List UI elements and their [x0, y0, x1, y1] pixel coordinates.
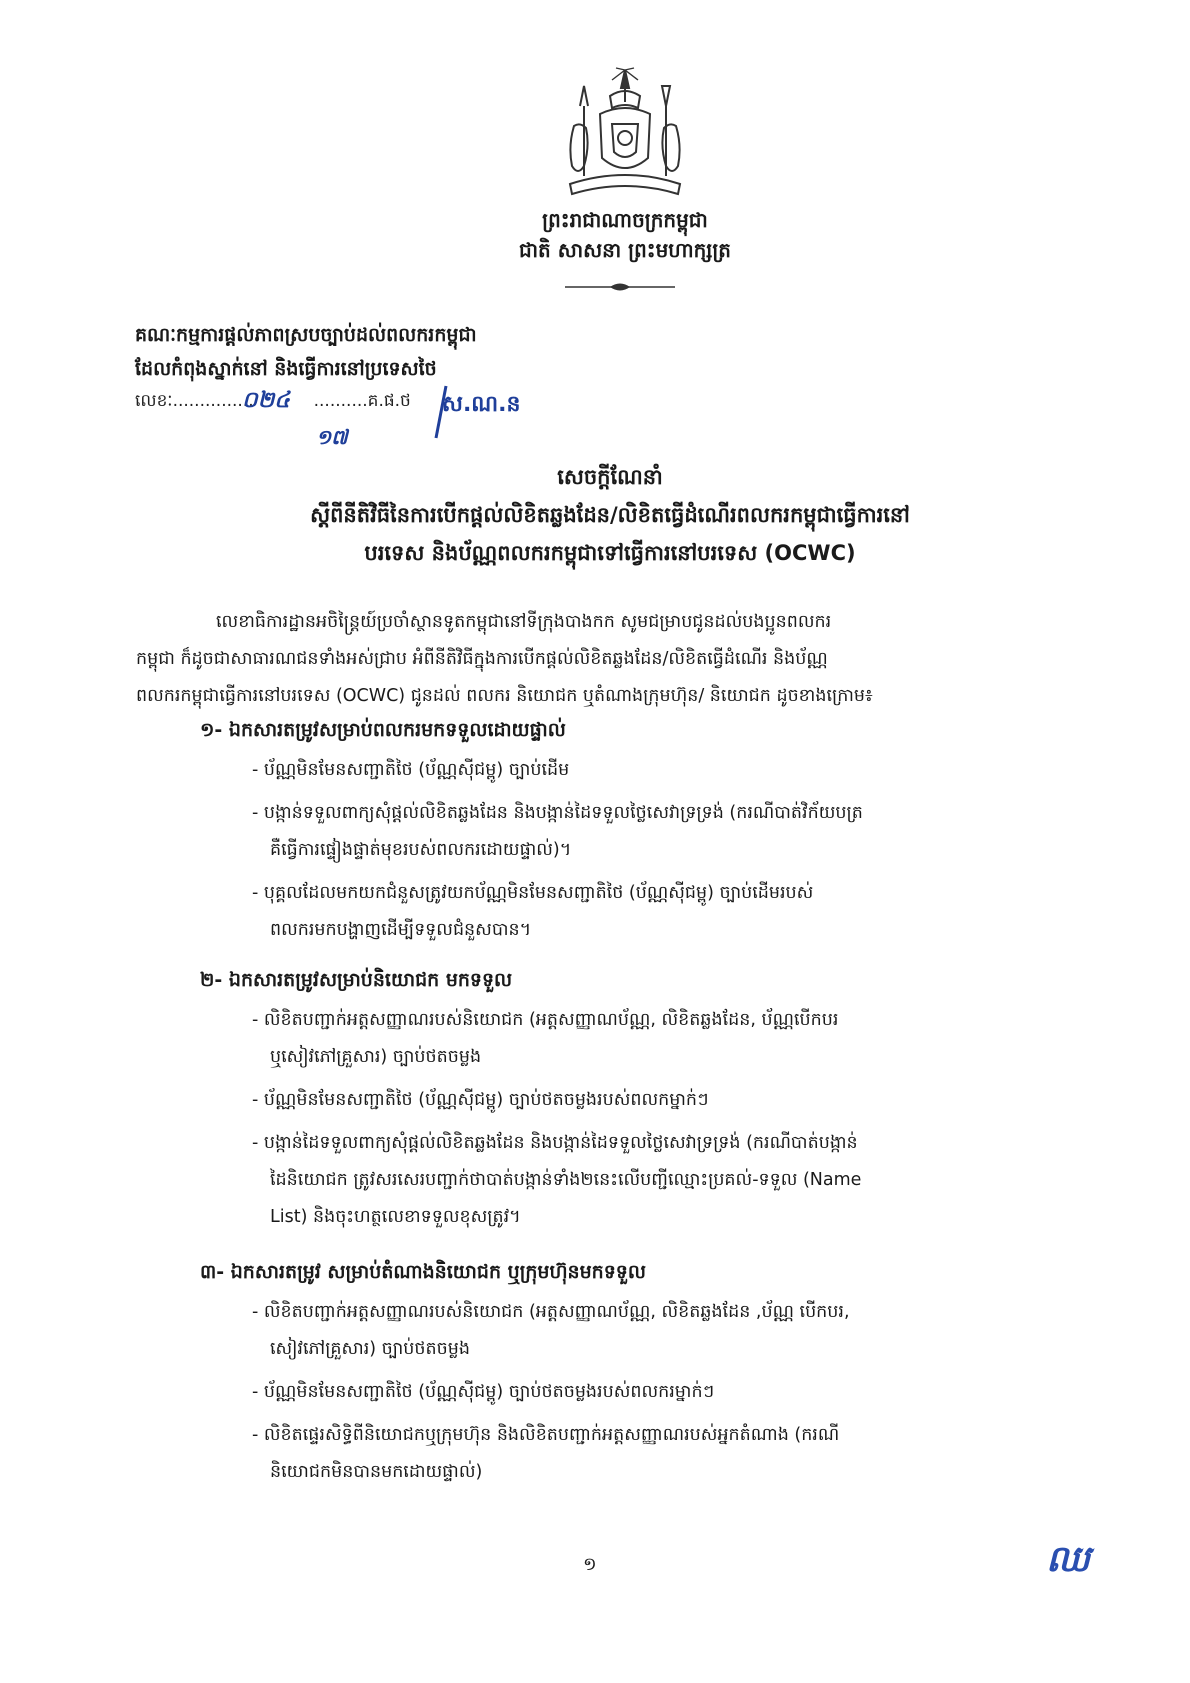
national-motto: ជាតិ សាសនា ព្រះមហាក្សត្រ	[519, 238, 731, 262]
list-item	[252, 1082, 1082, 1119]
issuer-line-1: គណៈកម្មការផ្ដល់ភាពស្របច្បាប់ដល់ពលករកម្ពុជា	[135, 324, 477, 346]
royal-arms-icon	[560, 66, 690, 201]
reference-dots-2: ..........	[313, 391, 368, 411]
title-line-2: ស្ដីពីនីតិវិធីនៃការបើកផ្ដល់លិខិតឆ្លងដែន/លិខិតធ្វើដំណើរពលករកម្ពុជាធ្វើការនៅ	[310, 503, 910, 527]
reference-suffix-handwritten: ស.ណ.ន	[442, 392, 521, 417]
list-item-line: - លិខិតផ្ទេរសិទ្ធិពីនិយោជកឬក្រុមហ៊ុន និងលិខិតបញ្ជាក់អត្តសញ្ញាណរបស់អ្នកតំណាង (ករណី	[252, 1425, 840, 1445]
list-item-line: ឬសៀវភៅគ្រួសារ) ច្បាប់ថតចម្លង	[270, 1047, 482, 1067]
reference-date-handwritten: ១៧	[316, 425, 348, 449]
list-item	[252, 1002, 1082, 1076]
list-item-line: សៀវភៅគ្រួសារ) ច្បាប់ថតចម្លង	[270, 1339, 470, 1359]
list-item-line: - បង្កាន់ដៃទទួលពាក្យសុំផ្ដល់លិខិតឆ្លងដែន និងបង្កាន់ដៃទទួលថ្លៃសេវាទ្រទ្រង់ (ករណីបាត់បង្កាន់	[252, 1133, 858, 1153]
list-item	[252, 875, 1082, 949]
kingdom-name: ព្រះរាជាណាចក្រកម្ពុជា	[542, 208, 708, 232]
ornamental-divider	[565, 280, 675, 294]
reference-dots-1: ...............	[172, 391, 254, 411]
intro-line-3: ពលករកម្ពុជាធ្វើការនៅបរទេស (OCWC) ជូនដល់ ពលករ និយោជក ឬតំណាងក្រុមហ៊ុន/ និយោជក ដូចខាងក្រោម៖	[136, 686, 873, 706]
list-item	[252, 795, 1082, 869]
section-3-heading: ៣- ឯកសារតម្រូវ សម្រាប់តំណាងនិយោជក ឬក្រុមហ៊ុនមកទទួល	[200, 1261, 646, 1283]
issuer-line-2: ដែលកំពុងស្នាក់នៅ និងធ្វើការនៅប្រទេសថៃ	[135, 358, 437, 380]
list-item-line: ដៃនិយោជក ត្រូវសរសេរបញ្ជាក់ថាបាត់បង្កាន់ទាំង២នេះលើបញ្ជីឈ្មោះប្រគល់-ទទួល (Name	[270, 1170, 862, 1190]
list-item-line: - បង្កាន់ទទួលពាក្យសុំផ្ដល់លិខិតឆ្លងដែន និងបង្កាន់ដៃទទួលថ្លៃសេវាទ្រទ្រង់ (ករណីបាត់វិក័យបត្រ	[252, 803, 863, 823]
list-item-line: - ប័ណ្ណមិនមែនសញ្ជាតិថៃ (ប័ណ្ណស៊ីជម្ពូ) ច្បាប់ថតចម្លងរបស់ពលកម្នាក់ៗ	[252, 1090, 709, 1110]
list-item-line: គឺធ្វើការផ្ទៀងផ្ទាត់មុខរបស់ពលករដោយផ្ទាល់)។	[270, 840, 572, 860]
reference-number-handwritten: ០២៤	[242, 388, 290, 413]
list-item-line: - ប័ណ្ណមិនមែនសញ្ជាតិថៃ (ប័ណ្ណស៊ីជម្ពូ) ច្បាប់ថតចម្លងរបស់ពលករម្នាក់ៗ	[252, 1382, 715, 1402]
section-2-heading: ២- ឯកសារតម្រូវសម្រាប់និយោជក មកទទួល	[200, 969, 513, 991]
title-line-1: សេចក្ដីណែនាំ	[557, 465, 663, 489]
kingdom-heading	[455, 205, 795, 265]
list-item	[252, 1125, 1082, 1236]
list-item-line: - លិខិតបញ្ជាក់អត្តសញ្ញាណរបស់និយោជក (អត្តសញ្ញាណប័ណ្ណ, លិខិតឆ្លងដែន ,ប័ណ្ណ បើកបរ,	[252, 1302, 850, 1322]
list-item-line: ពលករមកបង្ហាញដើម្បីទទួលជំនួសបាន។	[270, 920, 532, 940]
list-item-line: - លិខិតបញ្ជាក់អត្តសញ្ញាណរបស់និយោជក (អត្តសញ្ញាណប័ណ្ណ, លិខិតឆ្លងដែន, ប័ណ្ណបើកបរ	[252, 1010, 839, 1030]
list-item-line: List) និងចុះហត្ថលេខាទទួលខុសត្រូវ។	[270, 1207, 521, 1227]
section-1-list	[252, 752, 1082, 955]
section-3-list	[252, 1294, 1082, 1497]
list-item-line: - បុគ្គលដែលមកយកជំនួសត្រូវយកប័ណ្ណមិនមែនសញ្ជាតិថៃ (ប័ណ្ណស៊ីជម្ពូ) ច្បាប់ដើមរបស់	[252, 883, 814, 903]
section-2-list	[252, 1002, 1082, 1242]
list-item	[252, 1374, 1082, 1411]
intro-line-1: លេខាធិការដ្ឋានអចិន្ត្រៃយ៍ប្រចាំស្ថានទូតកម្ពុជានៅទីក្រុងបាងកក សូមជម្រាបជូនដល់បងប្អូនពលករ	[216, 612, 832, 632]
page-number: ១	[583, 1554, 597, 1575]
section-1-heading: ១- ឯកសារតម្រូវសម្រាប់ពលករមកទទួលដោយផ្ទាល់	[200, 719, 566, 741]
issuer-block	[135, 318, 735, 386]
list-item-line: - ប័ណ្ណមិនមែនសញ្ជាតិថៃ (ប័ណ្ណស៊ីជម្ពូ) ច្បាប់ដើម	[252, 760, 570, 780]
reference-code: គ.ផ.ថ	[367, 391, 411, 411]
list-item-line: និយោជកមិនបានមកដោយផ្ទាល់)	[270, 1462, 483, 1482]
intro-paragraph	[136, 604, 1076, 715]
intro-line-2: កម្ពុជា ក៏ដូចជាសាធារណជនទាំងអស់ជ្រាប អំពីនីតិវិធីក្នុងការបើកផ្ដល់លិខិតឆ្លងដែន/លិខិតធ្វើដំណើរ និងប័ណ្ណ	[136, 649, 828, 669]
list-item	[252, 1417, 1082, 1491]
list-item	[252, 752, 1082, 789]
document-title	[140, 458, 1080, 572]
title-line-3: បរទេស និងប័ណ្ណពលករកម្ពុជាទៅធ្វើការនៅបរទេស (OCWC)	[364, 541, 856, 565]
list-item	[252, 1294, 1082, 1368]
reference-label: លេខៈ	[135, 391, 173, 411]
handwritten-initial: ឈ	[1046, 1539, 1090, 1580]
